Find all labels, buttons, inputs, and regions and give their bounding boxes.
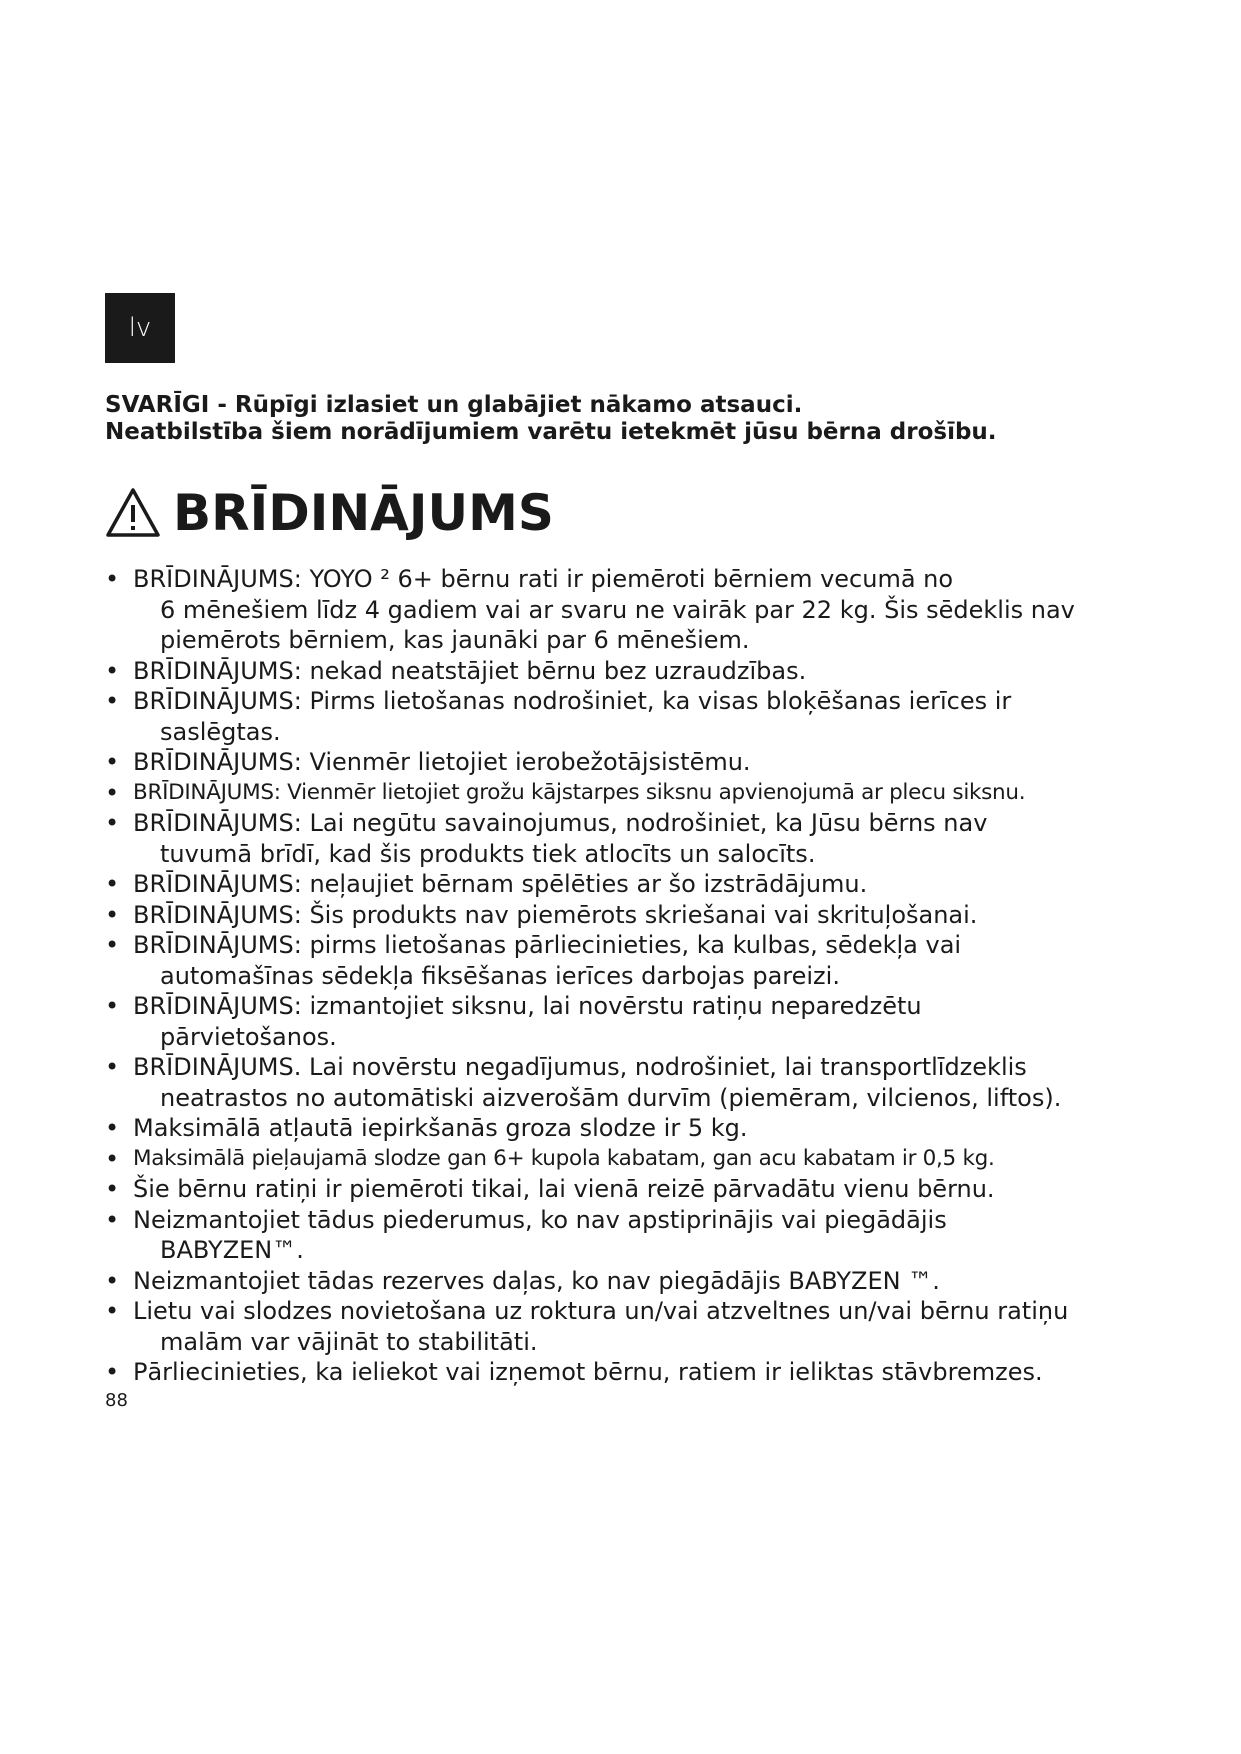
important-notice	[105, 392, 1145, 446]
warning-line: Maksimālā atļautā iepirkšanās groza slodze ir 5 kg.	[133, 1114, 748, 1142]
warning-line: BRĪDINĀJUMS: Pirms lietošanas nodrošiniet, ka visas bloķēšanas ierīces ir	[133, 687, 1012, 715]
bullet-icon: •	[105, 931, 120, 959]
bullet-icon: •	[105, 1297, 120, 1325]
warning-line: BRĪDINĀJUMS: Šis produkts nav piemērots skriešanai vai skrituļošanai.	[133, 900, 978, 929]
warning-item	[105, 808, 1135, 869]
warning-line: Šie bērnu ratiņi ir piemēroti tikai, lai vienā reizē pārvadātu vienu bērnu.	[133, 1175, 995, 1203]
warning-item	[105, 778, 1135, 809]
warning-item	[105, 900, 1135, 931]
bullet-icon: •	[105, 870, 120, 898]
warning-item	[105, 930, 1135, 991]
important-line-2: Neatbilstība šiem norādījumiem varētu ietekmēt jūsu bērna drošību.	[105, 419, 997, 445]
warning-title: BRĪDINĀJUMS	[173, 484, 554, 542]
warning-line: BRĪDINĀJUMS: Lai negūtu savainojumus, nodrošiniet, ka Jūsu bērns nav	[133, 809, 988, 837]
warning-line: Maksimālā pieļaujamā slodze gan 6+ kupola kabatam, gan acu kabatam ir 0,5 kg.	[133, 1145, 995, 1171]
warning-line: Neizmantojiet tādus piederumus, ko nav apstiprinājis vai piegādājis	[133, 1205, 947, 1234]
warning-line: BABYZEN™.	[160, 1236, 304, 1264]
warning-line: Lietu vai slodzes novietošana uz roktura un/vai atzveltnes un/vai bērnu ratiņu	[133, 1297, 1069, 1325]
bullet-icon: •	[105, 656, 120, 685]
warning-item	[105, 1113, 1135, 1144]
warning-line: piemērots bērniem, kas jaunāki par 6 mēnešiem.	[160, 626, 750, 654]
page-number: 88	[105, 1390, 128, 1411]
warning-line: malām var vājināt to stabilitāti.	[160, 1327, 538, 1356]
bullet-icon: •	[105, 900, 120, 929]
warning-line: Neizmantojiet tādas rezerves daļas, ko nav piegādājis BABYZEN ™.	[133, 1266, 940, 1295]
warning-line: BRĪDINĀJUMS. Lai novērstu negadījumus, nodrošiniet, lai transportlīdzeklis	[133, 1053, 1027, 1081]
bullet-icon: •	[105, 1358, 120, 1386]
warnings-list	[105, 564, 1135, 1388]
warning-item	[105, 1144, 1135, 1175]
warning-line: BRĪDINĀJUMS: pirms lietošanas pārliecinieties, ka kulbas, sēdekļa vai	[133, 931, 962, 959]
warning-line: BRĪDINĀJUMS: nekad neatstājiet bērnu bez uzraudzības.	[133, 656, 807, 685]
warning-line: neatrastos no automātiski aizverošām durvīm (piemēram, vilcienos, liftos).	[160, 1083, 1062, 1112]
bullet-icon: •	[105, 565, 120, 593]
warning-heading	[105, 478, 554, 548]
warning-item	[105, 869, 1135, 900]
bullet-icon: •	[105, 687, 120, 715]
warning-item	[105, 564, 1135, 656]
warning-item	[105, 686, 1135, 747]
bullet-icon: •	[105, 1114, 120, 1142]
warning-triangle-icon	[105, 487, 161, 539]
warning-item	[105, 656, 1135, 687]
warning-line: saslēgtas.	[160, 717, 281, 746]
warning-line: tuvumā brīdī, kad šis produkts tiek atlocīts un salocīts.	[160, 839, 816, 868]
warning-line: BRĪDINĀJUMS: Vienmēr lietojiet grožu kājstarpes siksnu apvienojumā ar plecu siksnu.	[133, 779, 1026, 805]
warning-item	[105, 1174, 1135, 1205]
warning-item	[105, 1296, 1135, 1357]
warning-line: BRĪDINĀJUMS: izmantojiet siksnu, lai novērstu ratiņu neparedzētu	[133, 992, 922, 1020]
warning-line: pārvietošanos.	[160, 1022, 337, 1051]
bullet-icon: •	[105, 992, 120, 1020]
bullet-icon: •	[105, 1053, 120, 1081]
bullet-icon: •	[105, 778, 120, 807]
warning-item	[105, 1266, 1135, 1297]
important-line-1: SVARĪGI - Rūpīgi izlasiet un glabājiet nākamo atsauci.	[105, 392, 803, 418]
language-badge: lv	[105, 293, 175, 363]
warning-line: BRĪDINĀJUMS: Vienmēr lietojiet ierobežotājsistēmu.	[133, 748, 751, 776]
warning-item	[105, 991, 1135, 1052]
warning-line: BRĪDINĀJUMS: YOYO ² 6+ bērnu rati ir piemēroti bērniem vecumā no	[133, 565, 954, 593]
warning-line: 6 mēnešiem līdz 4 gadiem vai ar svaru ne vairāk par 22 kg. Šis sēdeklis nav	[160, 595, 1075, 624]
warning-item	[105, 1205, 1135, 1266]
warning-line: automašīnas sēdekļa fiksēšanas ierīces darbojas pareizi.	[160, 961, 840, 990]
warning-item	[105, 747, 1135, 778]
warning-item	[105, 1357, 1135, 1388]
bullet-icon: •	[105, 748, 120, 776]
warning-line: BRĪDINĀJUMS: neļaujiet bērnam spēlēties ar šo izstrādājumu.	[133, 870, 868, 898]
bullet-icon: •	[105, 1205, 120, 1234]
warning-line: Pārliecinieties, ka ieliekot vai izņemot bērnu, ratiem ir ieliktas stāvbremzes.	[133, 1358, 1043, 1386]
warning-item	[105, 1052, 1135, 1113]
bullet-icon: •	[105, 1175, 120, 1203]
bullet-icon: •	[105, 1144, 120, 1173]
bullet-icon: •	[105, 809, 120, 837]
bullet-icon: •	[105, 1266, 120, 1295]
